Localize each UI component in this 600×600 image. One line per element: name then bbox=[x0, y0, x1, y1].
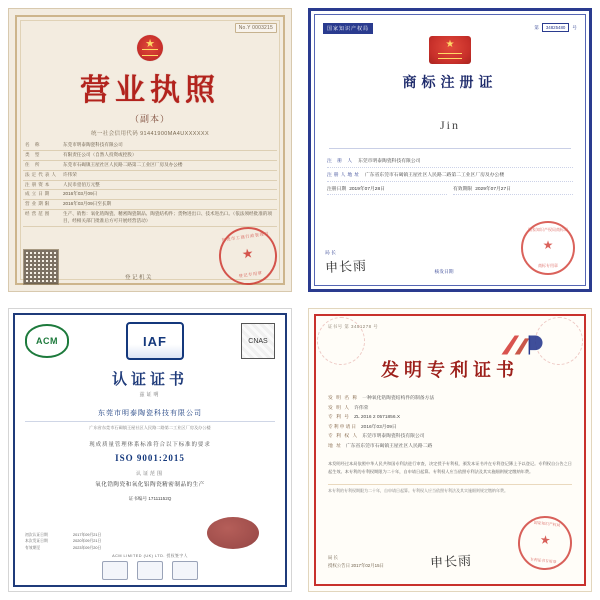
license-fields-table bbox=[23, 141, 277, 227]
patent-grant-date bbox=[328, 562, 384, 570]
license-title: 营业执照 bbox=[80, 74, 220, 107]
field-label: 类 型 bbox=[23, 150, 61, 160]
field-label: 发 明 名 称 bbox=[328, 396, 359, 401]
seal-top-text: 国家知识产权局 bbox=[533, 520, 561, 528]
national-emblem-icon bbox=[429, 36, 471, 64]
field-value: 生产、销售：氧化锆陶瓷、精密陶瓷制品、陶瓷结构件；货物进出口、技术进出口。（依法须经批准的项目，经相关部门批准后方可开展经营活动） bbox=[61, 210, 277, 227]
table-row bbox=[327, 185, 447, 195]
field-label: 注册资本 bbox=[23, 180, 61, 190]
table-row bbox=[23, 210, 277, 227]
field-value: 东莞市明泰陶瓷科技有限公司 bbox=[61, 141, 277, 150]
field-label: 专 利 权 人 bbox=[328, 434, 359, 440]
issuer-label: 局 长 bbox=[325, 251, 336, 256]
iso-wax-seal bbox=[207, 517, 259, 549]
field-label: 经营范围 bbox=[23, 210, 61, 227]
seal-bottom-text: 专利证书专用章 bbox=[529, 557, 557, 565]
trademark-seal-label: 核发日期 bbox=[434, 270, 454, 275]
field-label: 本次发证日期 bbox=[25, 539, 48, 544]
iso-cert-number-row bbox=[25, 496, 275, 502]
field-value: 有限责任公司（自然人投资或控股） bbox=[61, 150, 277, 160]
iso-subtitle: 兹证明 bbox=[139, 392, 161, 398]
field-label: 专 利 号 bbox=[328, 415, 351, 421]
iso-cert-number-label: 证书编号 bbox=[128, 496, 148, 501]
seal-top-text: 国家知识产权局商标局 bbox=[528, 227, 568, 232]
field-value: 2016年03月09日 bbox=[61, 190, 277, 200]
table-row bbox=[23, 141, 277, 150]
accreditation-badge-1-icon bbox=[102, 561, 128, 580]
cnipa-logo-icon bbox=[500, 332, 544, 358]
acm-logo-icon: ACM bbox=[25, 324, 69, 358]
license-official-seal bbox=[215, 223, 281, 289]
trademark-issuer-block bbox=[325, 249, 367, 275]
table-row bbox=[327, 171, 573, 182]
license-code: No.Y 0003215 bbox=[235, 23, 277, 33]
field-label: 注 册 人 bbox=[327, 159, 355, 164]
issuer-signature: 申长雨 bbox=[429, 552, 473, 571]
field-value: ZL 2016 2 0571856.X bbox=[354, 415, 401, 421]
table-row bbox=[328, 413, 572, 423]
patent-body-text: 本发明经过本局依照中华人民共和国专利法进行审查，决定授予专利权，颁发本证书并在专利登记簿上予以登记。专利权自公告之日起生效。本专利的专利权期限为二十年，自申请日起算。专利权人应当依照专利法及其实施细则规定缴纳年费。 bbox=[328, 460, 572, 474]
iso-company-name: 东莞市明泰陶瓷科技有限公司 bbox=[25, 408, 275, 422]
table-row bbox=[328, 404, 572, 414]
license-subtitle: （副本） bbox=[129, 114, 170, 124]
issuer-label: 局 长 bbox=[328, 555, 339, 561]
trademark-number-suffix: 号 bbox=[572, 24, 577, 30]
field-label: 注册日期 bbox=[327, 187, 347, 193]
trademark-number: 34825480 bbox=[542, 23, 570, 32]
field-label: 发 明 人 bbox=[328, 405, 351, 411]
field-value: 广东省东莞市石碣镇王屋社区人民路二路第二工业区厂房及办公楼 bbox=[365, 173, 505, 179]
license-authority-label: 登记机关 bbox=[124, 275, 153, 281]
cell-trademark-certificate bbox=[300, 0, 600, 300]
cell-business-license bbox=[0, 0, 300, 300]
patent-issuer-block bbox=[328, 554, 384, 570]
field-value: 2016年03月09日 bbox=[361, 424, 397, 430]
table-row bbox=[23, 200, 277, 210]
trademark-title: 商标注册证 bbox=[402, 76, 498, 91]
patent-certificate-document bbox=[308, 308, 592, 592]
table-row bbox=[328, 432, 572, 442]
field-label: 营业期限 bbox=[23, 200, 61, 210]
iso-accreditation-badges bbox=[25, 561, 275, 580]
accreditation-badge-3-icon bbox=[172, 561, 198, 580]
patent-title: 发明专利证书 bbox=[381, 360, 519, 380]
field-value: 许伟荣 bbox=[354, 405, 369, 411]
qr-code-icon bbox=[23, 249, 59, 285]
iso-conformance-line: 现成质量管理体系标准符合以下标准的要求 bbox=[89, 442, 211, 448]
field-value: 东莞市明泰陶瓷科技有限公司 bbox=[362, 434, 425, 440]
patent-note-text: 本专利的专利权期限为二十年，自申请日起算。专利权人应当依照专利法及其实施细则规定缴纳年费。 bbox=[328, 484, 572, 494]
field-label: 地 址 bbox=[328, 443, 342, 449]
table-row bbox=[328, 394, 572, 404]
cell-iso-certificate bbox=[0, 300, 300, 600]
field-label: 专利申请日 bbox=[328, 424, 357, 430]
table-row bbox=[327, 157, 573, 168]
field-label: 名 称 bbox=[23, 141, 61, 150]
seal-bottom-text: 商标专用章 bbox=[538, 263, 558, 268]
field-label: 有效期限 bbox=[453, 187, 473, 193]
seal-top-text: 东莞市工商行政管理局 bbox=[221, 230, 270, 243]
iso-company-address: 广东省东莞市石碣镇王屋社区人民路二路第二工业区厂房及办公楼 bbox=[89, 425, 211, 430]
field-label: 初次认证日期 bbox=[25, 532, 48, 537]
table-row bbox=[23, 160, 277, 170]
table-row bbox=[25, 545, 101, 551]
table-row bbox=[328, 442, 572, 452]
field-label: 法定代表人 bbox=[23, 170, 61, 180]
field-value: 2023年09月20日 bbox=[73, 545, 102, 550]
license-reg-line: 统一社会信用代码 91441900MA4UXXXXXX bbox=[90, 131, 210, 137]
field-value: 2019年07月28日 bbox=[349, 187, 385, 193]
field-label: 住 所 bbox=[23, 160, 61, 170]
field-value: 2017年02月15日 bbox=[351, 563, 384, 569]
iso-scope-label: 认证范围 bbox=[135, 471, 164, 477]
iso-cert-number: 17111152Q bbox=[148, 496, 172, 501]
iso-title: 认证证书 bbox=[111, 372, 188, 388]
iso-scope-text: 氧化锆陶瓷和氧化铝陶瓷精密制品的生产 bbox=[95, 482, 205, 488]
trademark-issuer-badge: 国家知识产权局 bbox=[323, 23, 373, 34]
field-value: 2016年03月09日至长期 bbox=[61, 200, 277, 210]
patent-official-seal bbox=[515, 513, 574, 572]
field-label: 授权公告日 bbox=[328, 563, 350, 569]
trademark-mark-image: Jin bbox=[329, 102, 571, 149]
national-emblem-icon bbox=[137, 35, 163, 61]
table-row bbox=[23, 170, 277, 180]
field-value: 东莞市石碣镇王屋社区人民路二路第二工业区厂房及办公楼 bbox=[61, 160, 277, 170]
issuer-signature: 申长雨 bbox=[324, 257, 368, 276]
table-row bbox=[328, 423, 572, 433]
trademark-certificate-document bbox=[308, 8, 592, 292]
field-label: 成立日期 bbox=[23, 190, 61, 200]
iso-certificate-document bbox=[8, 308, 292, 592]
field-value: 2017年09月21日 bbox=[73, 532, 102, 537]
accreditation-badge-2-icon bbox=[137, 561, 163, 580]
table-row bbox=[453, 185, 573, 195]
field-value: 2029年07月27日 bbox=[475, 187, 511, 193]
trademark-number-prefix: 第 bbox=[534, 24, 539, 30]
cnas-logo-icon: CNAS bbox=[241, 323, 275, 359]
table-row bbox=[23, 190, 277, 200]
license-code-row bbox=[23, 23, 277, 33]
seal-bottom-text: 登记专用章 bbox=[238, 270, 263, 279]
table-row bbox=[23, 150, 277, 160]
field-label: 注册人地址 bbox=[327, 173, 361, 179]
cell-patent-certificate bbox=[300, 300, 600, 600]
iso-standard: ISO 9001:2015 bbox=[115, 453, 185, 463]
iso-dates-block bbox=[25, 532, 101, 551]
business-license-document bbox=[8, 8, 292, 292]
field-value: 2020年09月21日 bbox=[73, 539, 102, 544]
trademark-official-seal bbox=[521, 221, 575, 275]
field-value: 东莞市明泰陶瓷科技有限公司 bbox=[358, 159, 421, 164]
field-value: 一种氧化锆陶瓷结构件的制备方法 bbox=[362, 396, 435, 401]
patent-certificate-number: 证书号 第 3451278 号 bbox=[328, 324, 379, 329]
iso-signature-line: ACM LIMITED (UK) LTD. 授权签字人 bbox=[112, 554, 188, 558]
field-value: 许伟荣 bbox=[61, 170, 277, 180]
iaf-logo-icon: IAF bbox=[126, 322, 184, 360]
table-row bbox=[23, 180, 277, 190]
field-value: 广东省东莞市石碣镇王屋社区人民路二路 bbox=[345, 443, 433, 449]
trademark-number-row bbox=[534, 23, 577, 32]
field-label: 有效期至 bbox=[25, 545, 41, 550]
field-value: 人民币壹佰万元整 bbox=[61, 180, 277, 190]
trademark-dates-row bbox=[327, 185, 573, 195]
